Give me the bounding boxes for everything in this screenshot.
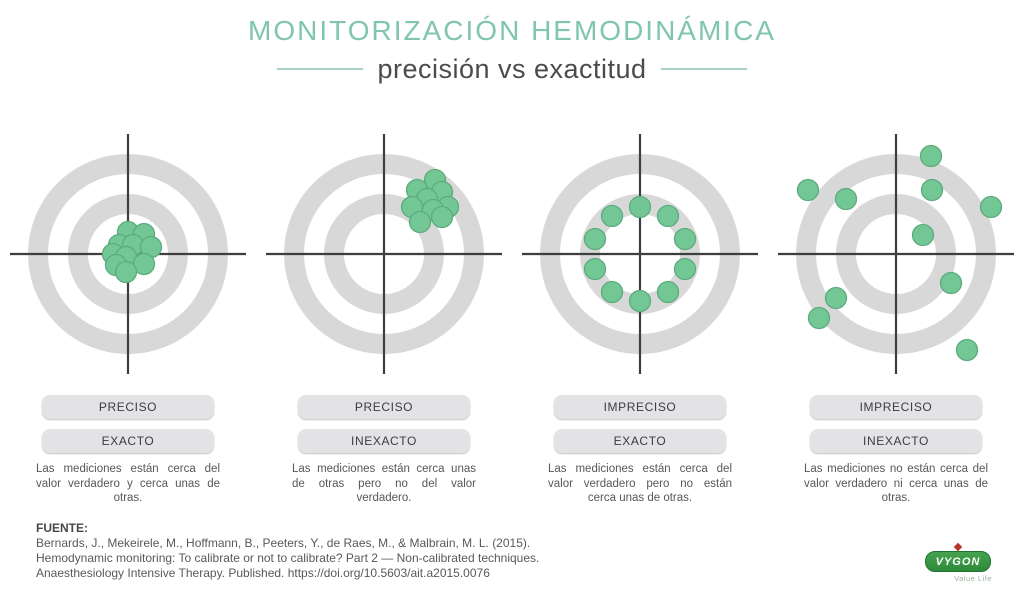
- measurement-dot: [675, 229, 696, 250]
- precision-badge: IMPRECISO: [810, 395, 982, 419]
- logo-pill: [925, 551, 991, 572]
- page-title: MONITORIZACIÓN HEMODINÁMICA: [248, 15, 776, 46]
- subtitle-row: [0, 54, 1024, 84]
- target-diagram-4: [776, 128, 1016, 380]
- citation-line: Bernards, J., Mekeirele, M., Hoffmann, B., Peeters, Y., de Raes, M., & Malbrain, M. L. (2015).: [36, 536, 531, 550]
- accuracy-badge: INEXACTO: [810, 429, 982, 453]
- measurement-dot: [602, 282, 623, 303]
- measurement-dot: [809, 308, 830, 329]
- measurement-dot: [585, 229, 606, 250]
- citation-line: Hemodynamic monitoring: To calibrate or not to calibrate? Part 2 — Non-calibrated techniques.: [36, 551, 540, 565]
- citation-line: Anaesthesiology Intensive Therapy. Published. https://doi.org/10.5603/ait.a2015.0076: [36, 566, 490, 580]
- measurement-dot: [432, 207, 453, 228]
- measurement-dot: [675, 259, 696, 280]
- panels-row: [0, 128, 1024, 506]
- panel-description: Las mediciones están cerca del valor verdadero y cerca unas de otras.: [36, 463, 220, 504]
- target-diagram-3: [520, 128, 760, 380]
- precision-badge: PRECISO: [42, 395, 214, 419]
- panel-description: Las mediciones están cerca del valor verdadero pero no están cerca unas de otras.: [548, 463, 732, 504]
- page-subtitle: precisión vs exactitud: [377, 54, 647, 84]
- precision-badge: PRECISO: [298, 395, 470, 419]
- measurement-dot: [913, 225, 934, 246]
- logo-tagline: Value Life: [954, 574, 992, 583]
- measurement-dot: [921, 146, 942, 167]
- measurement-dot: [836, 189, 857, 210]
- source-block: [36, 521, 539, 581]
- panel-description: Las mediciones están cerca unas de otras pero no del valor verdadero.: [292, 463, 476, 504]
- subtitle-left-rule: [277, 68, 363, 70]
- measurement-dot: [981, 197, 1002, 218]
- measurement-dot: [602, 206, 623, 227]
- panel-preciso-exacto: [0, 128, 256, 506]
- measurement-dot: [957, 340, 978, 361]
- accuracy-badge: INEXACTO: [298, 429, 470, 453]
- vygon-logo: [922, 544, 994, 583]
- measurement-dot: [630, 291, 651, 312]
- panel-impreciso-inexacto: [768, 128, 1024, 506]
- header: [0, 14, 1024, 84]
- logo-brand-text: VYGON: [935, 555, 981, 568]
- measurement-dot: [922, 180, 943, 201]
- panel-description: Las mediciones no están cerca del valor verdadero ni cerca unas de otras.: [804, 463, 988, 504]
- accuracy-badge: EXACTO: [42, 429, 214, 453]
- precision-badge: IMPRECISO: [554, 395, 726, 419]
- source-label: FUENTE:: [36, 521, 88, 535]
- target-diagram-1: [8, 128, 248, 380]
- measurement-dot: [658, 206, 679, 227]
- measurement-dot: [941, 273, 962, 294]
- panel-preciso-inexacto: [256, 128, 512, 506]
- measurement-dot: [585, 259, 606, 280]
- measurement-dot: [410, 212, 431, 233]
- measurement-dot: [826, 288, 847, 309]
- target-diagram-2: [264, 128, 504, 380]
- accuracy-badge: EXACTO: [554, 429, 726, 453]
- measurement-dot: [658, 282, 679, 303]
- panel-impreciso-exacto: [512, 128, 768, 506]
- measurement-dot: [116, 262, 137, 283]
- logo-diamond-icon: [954, 543, 962, 551]
- measurement-dot: [630, 197, 651, 218]
- measurement-dot: [798, 180, 819, 201]
- subtitle-right-rule: [661, 68, 747, 70]
